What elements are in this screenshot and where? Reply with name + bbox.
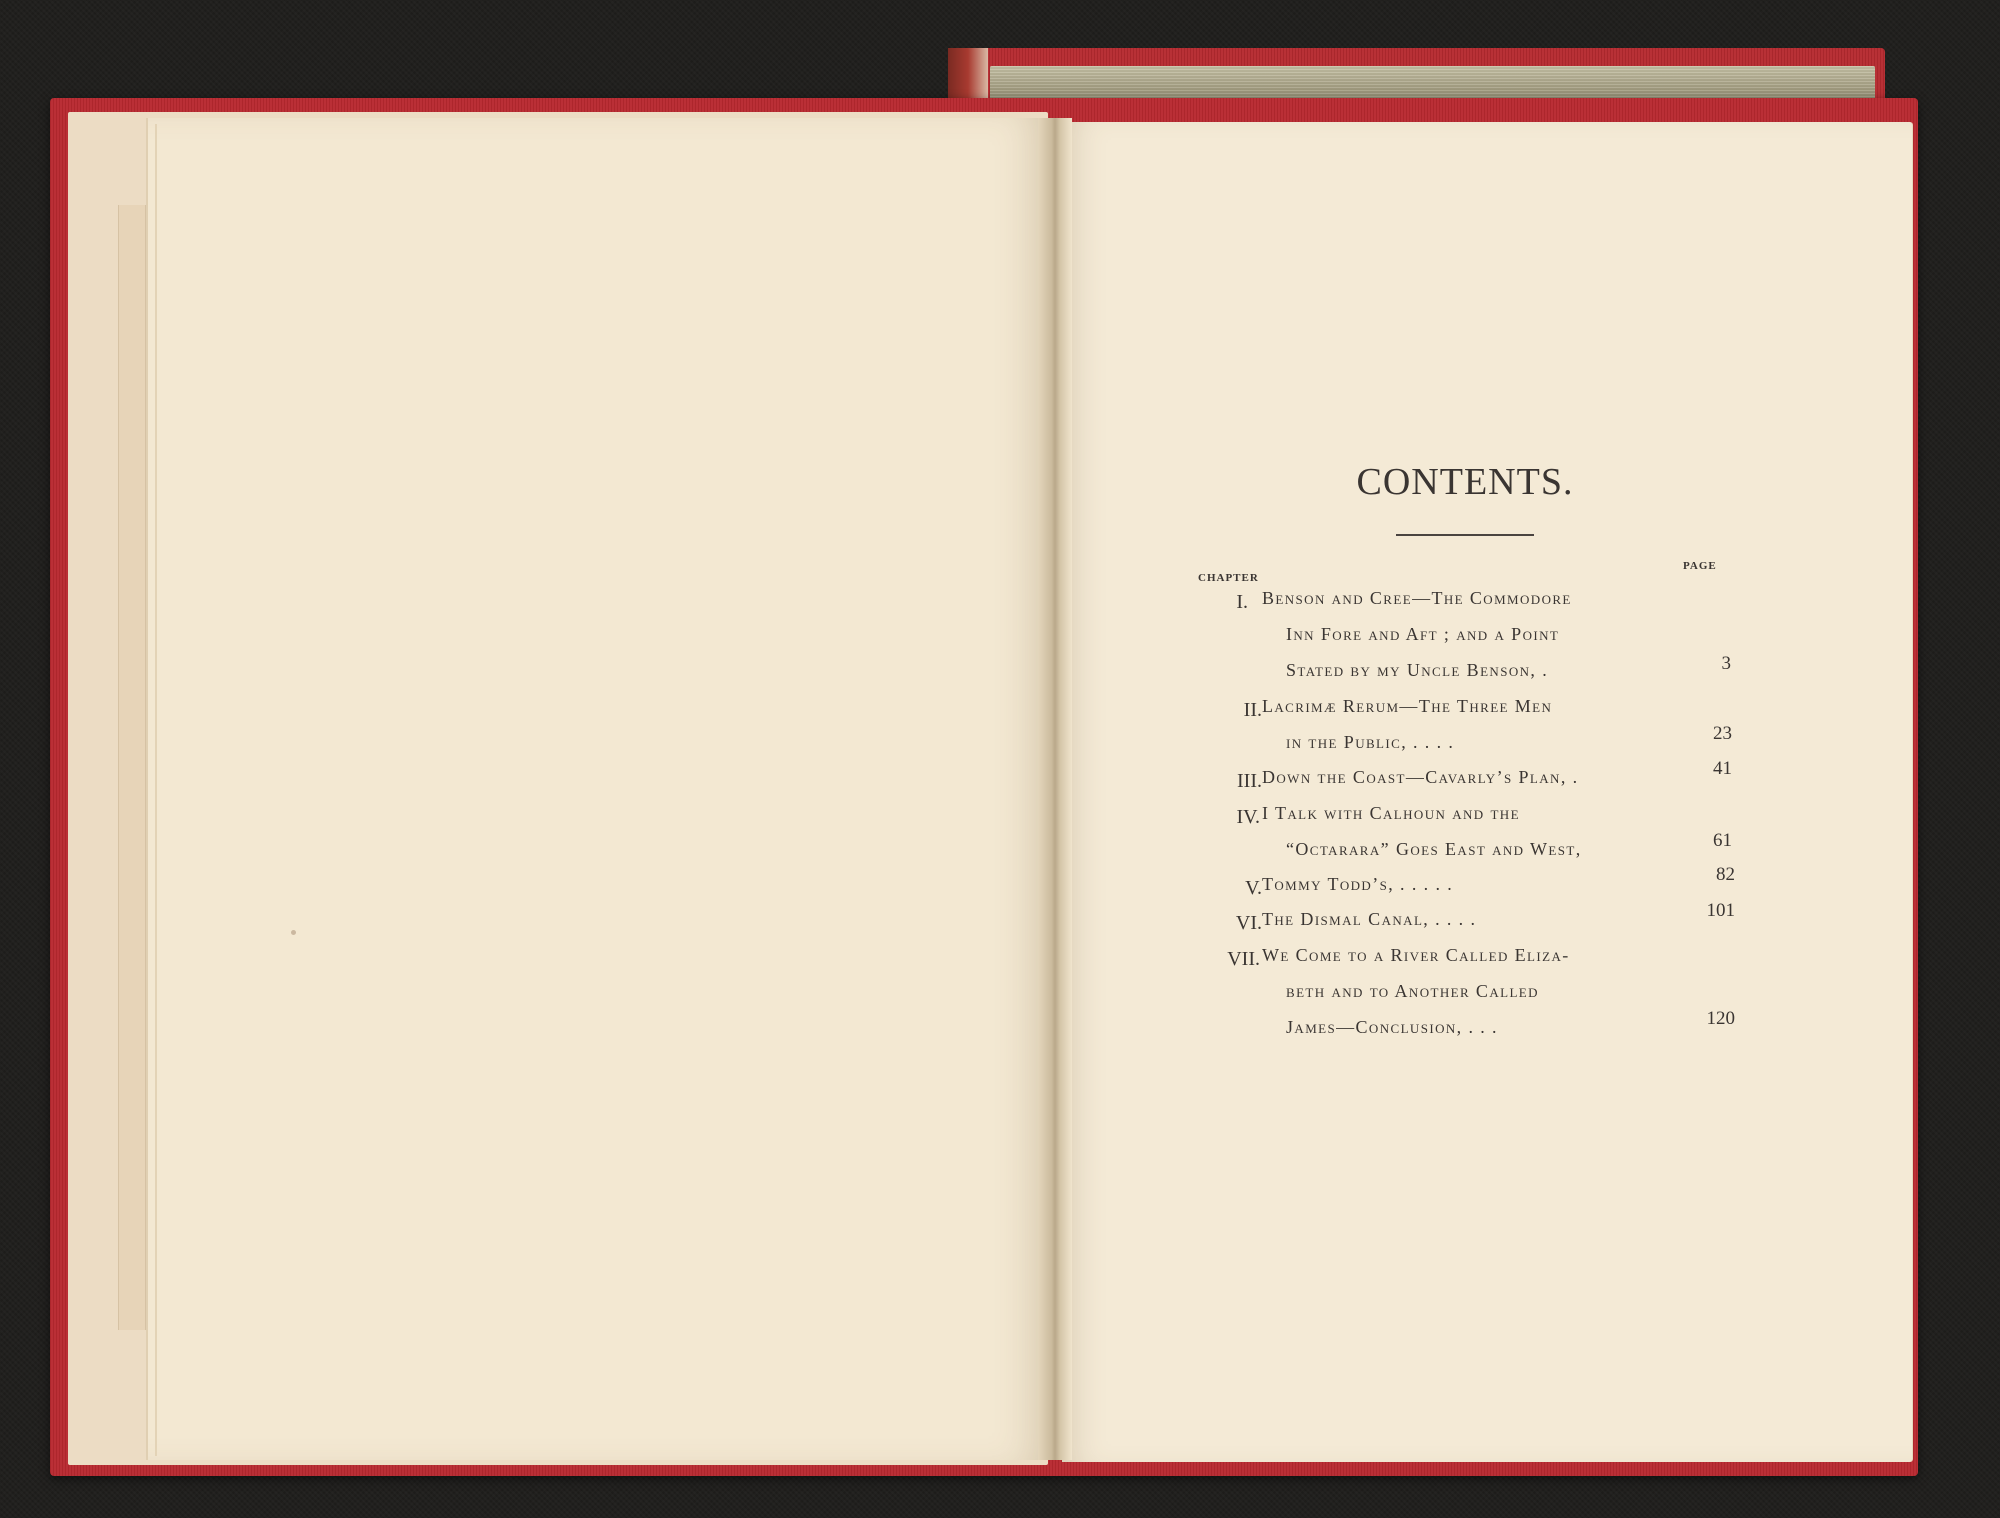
toc-chapter-number: III. <box>1237 770 1262 792</box>
toc-entry-line: beth and to Another Called <box>1286 981 1539 1001</box>
toc-page-number: 23 <box>1713 723 1732 744</box>
toc-chapter-number: V. <box>1245 877 1262 899</box>
left-flyleaf-strip <box>118 205 146 1330</box>
left-page-edge <box>155 124 157 1456</box>
left-blank-page <box>146 118 1046 1460</box>
toc-chapter-number: II. <box>1243 699 1262 721</box>
toc-entry-line: James—Conclusion, . . . <box>1286 1017 1498 1037</box>
toc-page-number: 101 <box>1706 900 1735 921</box>
toc-page-number: 61 <box>1713 830 1732 851</box>
page-column-heading: PAGE <box>1683 560 1717 572</box>
toc-entry-line: Stated by my Uncle Benson, . <box>1286 660 1549 680</box>
toc-chapter-number: IV. <box>1236 806 1260 828</box>
toc-page-number: 82 <box>1716 864 1735 885</box>
toc-entry-line: Inn Fore and Aft ; and a Point <box>1286 624 1560 644</box>
toc-entry-line: Tommy Todd’s, . . . . . <box>1262 874 1454 894</box>
toc-page-number: 120 <box>1706 1008 1735 1029</box>
toc-chapter-number: I. <box>1236 591 1248 613</box>
book-gutter <box>1038 118 1072 1460</box>
toc-entry-line: We Come to a River Called Eliza- <box>1262 945 1570 965</box>
toc-entry-line: Down the Coast—Cavarly’s Plan, . <box>1262 767 1579 787</box>
toc-page-number: 3 <box>1721 653 1731 674</box>
chapter-column-heading: CHAPTER <box>1198 572 1259 584</box>
toc-entry-line: Benson and Cree—The Commodore <box>1262 588 1572 608</box>
toc-entry-line: in the Public, . . . . <box>1286 732 1455 752</box>
toc-entry-line: The Dismal Canal, . . . . <box>1262 909 1477 929</box>
toc-chapter-number: VII. <box>1227 948 1260 970</box>
title-rule <box>1396 534 1534 536</box>
toc-entry-line: I Talk with Calhoun and the <box>1262 803 1520 823</box>
paper-speck <box>291 930 296 935</box>
toc-entry-line: “Octarara” Goes East and West, <box>1286 839 1582 859</box>
toc-page-number: 41 <box>1713 758 1732 779</box>
right-contents-page <box>1062 122 1912 1462</box>
toc-entry-line: Lacrimæ Rerum—The Three Men <box>1262 696 1553 716</box>
page-title: CONTENTS. <box>1356 461 1574 503</box>
toc-chapter-number: VI. <box>1235 912 1262 934</box>
